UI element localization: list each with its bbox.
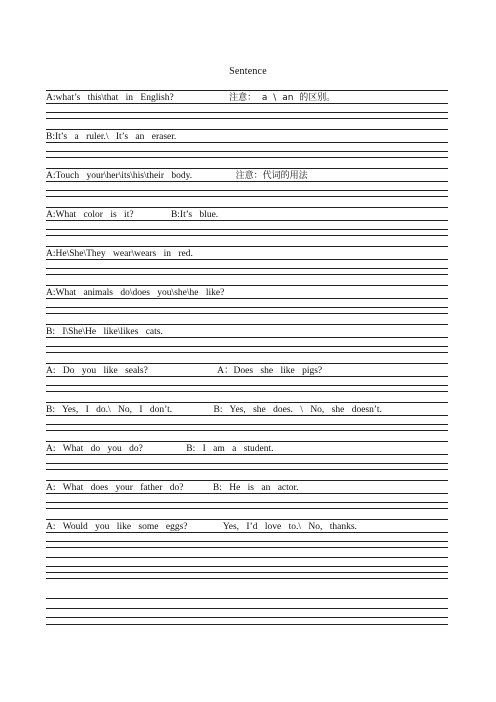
sentence-text: A: Do you like seals? bbox=[46, 366, 148, 376]
ruled-line bbox=[46, 112, 448, 113]
sentence-reply: Yes, I’d love to.\ No, thanks. bbox=[222, 522, 357, 532]
ruled-line bbox=[46, 391, 448, 392]
ruled-line bbox=[46, 190, 448, 191]
ruled-line bbox=[46, 274, 448, 275]
sentence-line-12 bbox=[46, 522, 357, 533]
sentence-text: A:What color is it? bbox=[46, 210, 134, 220]
ruled-line bbox=[46, 307, 448, 308]
ruled-line bbox=[46, 566, 448, 567]
ruled-line bbox=[46, 430, 448, 431]
ruled-line bbox=[46, 508, 448, 509]
sentence-text: A: What do you do? bbox=[46, 444, 143, 454]
ruled-line bbox=[46, 246, 448, 247]
ruled-line bbox=[46, 324, 448, 325]
ruled-line bbox=[46, 441, 448, 442]
ruled-line bbox=[46, 608, 448, 609]
sentence-text: A: What does your father do? bbox=[46, 483, 184, 493]
ruled-line bbox=[46, 157, 448, 158]
sentence-reply: A：Does she like pigs? bbox=[217, 366, 323, 376]
ruled-line bbox=[46, 235, 448, 236]
sentence-line-9 bbox=[46, 405, 382, 416]
sentence-reply: B: I am a student. bbox=[186, 444, 274, 454]
ruled-line bbox=[46, 229, 448, 230]
ruled-line bbox=[46, 463, 448, 464]
ruled-line bbox=[46, 207, 448, 208]
ruled-line bbox=[46, 557, 448, 558]
sentence-line-5 bbox=[46, 249, 193, 260]
ruled-line bbox=[46, 502, 448, 503]
sentence-line-10 bbox=[46, 444, 274, 455]
sentence-line-2 bbox=[46, 132, 176, 143]
sentence-text: A:Touch your\her\its\his\their body. bbox=[46, 171, 193, 181]
sentence-text: A: Would you like some eggs? bbox=[46, 522, 188, 532]
ruled-line bbox=[46, 90, 448, 91]
sentence-line-11 bbox=[46, 483, 299, 494]
sentence-note: 注意：代词的用法 bbox=[235, 171, 308, 181]
ruled-line bbox=[46, 346, 448, 347]
ruled-line bbox=[46, 285, 448, 286]
ruled-line bbox=[46, 168, 448, 169]
ruled-line bbox=[46, 598, 448, 599]
sentence-line-6 bbox=[46, 288, 224, 299]
page-title: Sentence bbox=[229, 66, 267, 77]
sentence-line-8 bbox=[46, 366, 322, 377]
ruled-line bbox=[46, 402, 448, 403]
ruled-line bbox=[46, 313, 448, 314]
ruled-line bbox=[46, 424, 448, 425]
ruled-line bbox=[46, 519, 448, 520]
ruled-line bbox=[46, 624, 448, 625]
ruled-line bbox=[46, 541, 448, 542]
ruled-line bbox=[46, 352, 448, 353]
sentence-line-1 bbox=[46, 93, 335, 104]
sentence-text: A:What animals do\does you\she\he like? bbox=[46, 288, 225, 298]
sentence-line-4 bbox=[46, 210, 218, 221]
ruled-line bbox=[46, 196, 448, 197]
sentence-text: B:It’s a ruler.\ It’s an eraser. bbox=[46, 132, 177, 142]
ruled-line bbox=[46, 547, 448, 548]
ruled-line bbox=[46, 617, 448, 618]
ruled-line bbox=[46, 480, 448, 481]
ruled-line bbox=[46, 469, 448, 470]
ruled-line bbox=[46, 129, 448, 130]
sentence-line-7 bbox=[46, 327, 163, 338]
ruled-line bbox=[46, 572, 448, 573]
ruled-line bbox=[46, 118, 448, 119]
sentence-reply: B: Yes, she does. \ No, she doesn’t. bbox=[213, 405, 382, 415]
ruled-line bbox=[46, 363, 448, 364]
sentence-note: 注意： a \ an 的区别。 bbox=[229, 93, 336, 103]
ruled-line bbox=[46, 578, 448, 579]
sentence-text: B: I\She\He like\likes cats. bbox=[46, 327, 163, 337]
sentence-reply: B:It’s blue. bbox=[170, 210, 219, 220]
ruled-line bbox=[46, 385, 448, 386]
sentence-reply: B: He is an actor. bbox=[212, 483, 299, 493]
sentence-text: A:what’s this\that in English? bbox=[46, 93, 174, 103]
sentence-text: B: Yes, I do.\ No, I don’t. bbox=[46, 405, 173, 415]
sentence-text: A:He\She\They wear\wears in red. bbox=[46, 249, 193, 259]
sentence-line-3 bbox=[46, 171, 308, 182]
ruled-line bbox=[46, 268, 448, 269]
ruled-line bbox=[46, 151, 448, 152]
